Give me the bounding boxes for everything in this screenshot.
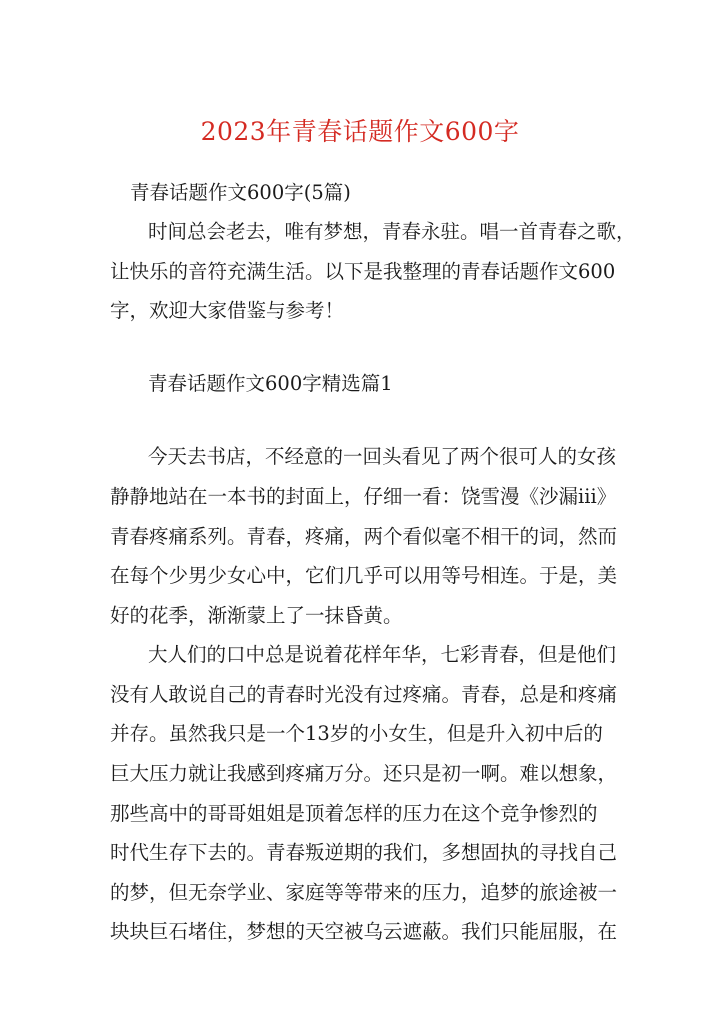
paragraph-line: 的梦，但无奈学业、家庭等等带来的压力，追梦的旅途被一 (110, 881, 618, 904)
paragraph-line: 那些高中的哥哥姐姐是顶着怎样的压力在这个竞争惨烈的 (110, 802, 598, 825)
paragraph-line: 大人们的口中总是说着花样年华，七彩青春，但是他们 (148, 643, 617, 666)
section-heading: 青春话题作文600字精选篇1 (148, 372, 393, 395)
paragraph-line: 时代生存下去的。青春叛逆期的我们，多想固执的寻找自己 (110, 841, 618, 864)
intro-line: 时间总会老去，唯有梦想，青春永驻。唱一首青春之歌， (148, 220, 636, 243)
paragraph-line: 没有人敢说自己的青春时光没有过疼痛。青春，总是和疼痛 (110, 683, 618, 706)
paragraph-line: 青春疼痛系列。青春，疼痛，两个看似毫不相干的词，然而 (110, 525, 618, 548)
document-subtitle: 青春话题作文600字(5篇) (130, 181, 351, 204)
paragraph-line: 今天去书店，不经意的一回头看见了两个很可人的女孩 (148, 445, 617, 468)
intro-line: 字，欢迎大家借鉴与参考！ (110, 299, 345, 322)
paragraph-line: 好的花季，渐渐蒙上了一抹昏黄。 (110, 604, 403, 627)
paragraph-line: 块块巨石堵住，梦想的天空被乌云遮蔽。我们只能屈服，在 (110, 920, 618, 943)
paragraph-line: 静静地站在一本书的封面上，仔细一看：饶雪漫《沙漏iii》 (110, 485, 617, 508)
intro-line: 让快乐的音符充满生活。以下是我整理的青春话题作文600 (110, 260, 616, 283)
paragraph-line: 巨大压力就让我感到疼痛万分。还只是初一啊。难以想象， (110, 762, 618, 785)
document-title: 2023年青春话题作文600字 (200, 117, 520, 146)
paragraph-line: 并存。虽然我只是一个13岁的小女生，但是升入初中后的 (110, 722, 603, 745)
paragraph-line: 在每个少男少女心中，它们几乎可以用等号相连。于是，美 (110, 564, 618, 587)
